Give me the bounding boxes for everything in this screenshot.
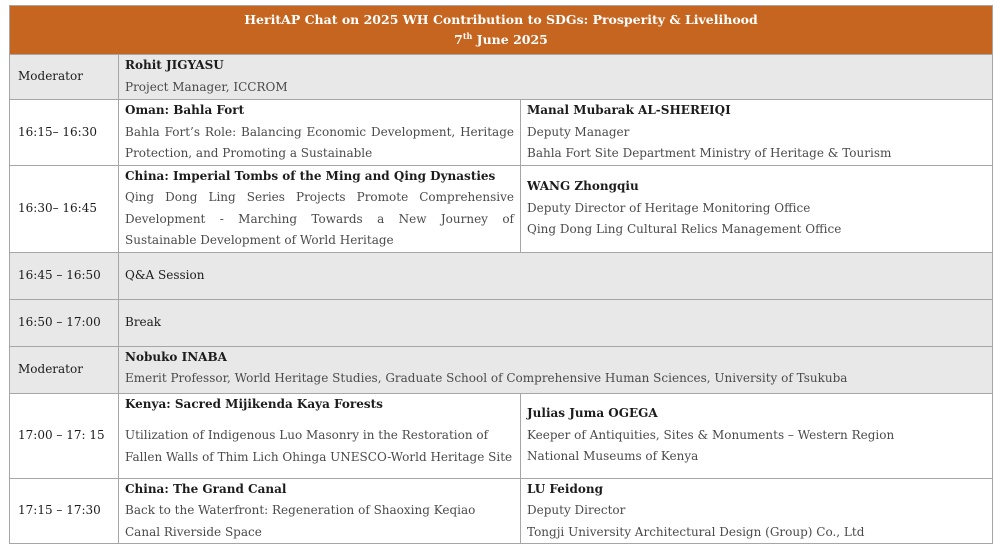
speaker-role: Deputy Director	[527, 503, 626, 517]
site-title: China: Imperial Tombs of the Ming and Qing Dynasties	[125, 168, 496, 183]
speaker-role: Deputy Manager	[527, 124, 630, 139]
session-row	[10, 100, 993, 166]
speaker-role: Keeper of Antiquities, Sites & Monuments – Western Region	[527, 427, 895, 442]
event-date-rest: June 2025	[472, 32, 548, 47]
event-date-day: 7	[454, 32, 463, 47]
speaker-cell	[521, 165, 993, 252]
moderator-role: Emerit Professor, World Heritage Studies, Graduate School of Comprehensive Human Sciences, University of Tsukuba	[125, 371, 848, 385]
speaker-name: Manal Mubarak AL-SHEREIQI	[527, 103, 731, 117]
session-row	[10, 393, 993, 478]
schedule-header-row	[10, 6, 993, 55]
presentation-cell	[119, 393, 521, 478]
speaker-org: National Museums of Kenya	[527, 449, 699, 464]
speaker-name: LU Feidong	[527, 481, 603, 496]
qa-row	[10, 252, 993, 299]
speaker-cell	[521, 478, 993, 544]
talk-title: Bahla Fort’s Role: Balancing Economic Development, Heritage Protection, and Promoting a Sustainable	[125, 124, 514, 160]
speaker-role: Deputy Director of Heritage Monitoring Office	[527, 200, 811, 215]
speaker-name: WANG Zhongqiu	[527, 179, 639, 194]
qa-label: Q&A Session	[119, 252, 993, 299]
presentation-cell	[119, 100, 521, 166]
time-cell: 16:45 – 16:50	[10, 252, 119, 299]
presentation-cell	[119, 478, 521, 544]
talk-title: Back to the Waterfront: Regeneration of Shaoxing Keqiao Canal Riverside Space	[125, 503, 476, 539]
speaker-cell	[521, 393, 993, 478]
break-label: Break	[119, 299, 993, 346]
moderator-name: Rohit JIGYASU	[125, 58, 224, 72]
time-cell: 16:50 – 17:00	[10, 299, 119, 346]
moderator-cell	[119, 346, 993, 393]
moderator-row	[10, 346, 993, 393]
speaker-org: Qing Dong Ling Cultural Relics Management Office	[527, 222, 842, 237]
site-title: Kenya: Sacred Mijikenda Kaya Forests	[125, 396, 383, 411]
time-cell: 17:00 – 17: 15	[10, 393, 119, 478]
event-title: HeritAP Chat on 2025 WH Contribution to SDGs: Prosperity & Livelihood	[244, 12, 758, 27]
site-title: China: The Grand Canal	[125, 481, 287, 496]
session-row	[10, 165, 993, 252]
site-title: Oman: Bahla Fort	[125, 103, 245, 117]
moderator-row	[10, 55, 993, 100]
time-cell: Moderator	[10, 55, 119, 100]
time-cell: 16:30– 16:45	[10, 165, 119, 252]
event-date-suffix: th	[462, 30, 473, 41]
moderator-role: Project Manager, ICCROM	[125, 79, 288, 94]
break-row	[10, 299, 993, 346]
time-cell: Moderator	[10, 346, 119, 393]
speaker-org: Tongji University Architectural Design (Group) Co., Ltd	[527, 524, 865, 539]
speaker-org: Bahla Fort Site Department Ministry of Heritage & Tourism	[527, 146, 892, 160]
moderator-name: Nobuko INABA	[125, 349, 227, 364]
session-row	[10, 478, 993, 544]
moderator-cell	[119, 55, 993, 100]
presentation-cell	[119, 165, 521, 252]
talk-title: Utilization of Indigenous Luo Masonry in the Restoration of Fallen Walls of Thim Lich Ohinga UNESCO-World Heritage Site	[125, 428, 513, 464]
time-cell: 17:15 – 17:30	[10, 478, 119, 544]
schedule-container	[9, 5, 992, 544]
event-date	[16, 30, 986, 50]
time-cell: 16:15– 16:30	[10, 100, 119, 166]
talk-title: Qing Dong Ling Series Projects Promote Comprehensive Development - Marching Towards a New Journey of Sustainable Development of World Heritage	[125, 190, 514, 247]
schedule-header	[10, 6, 993, 55]
speaker-cell	[521, 100, 993, 166]
speaker-name: Julias Juma OGEGA	[527, 406, 658, 421]
schedule-table	[9, 5, 993, 544]
